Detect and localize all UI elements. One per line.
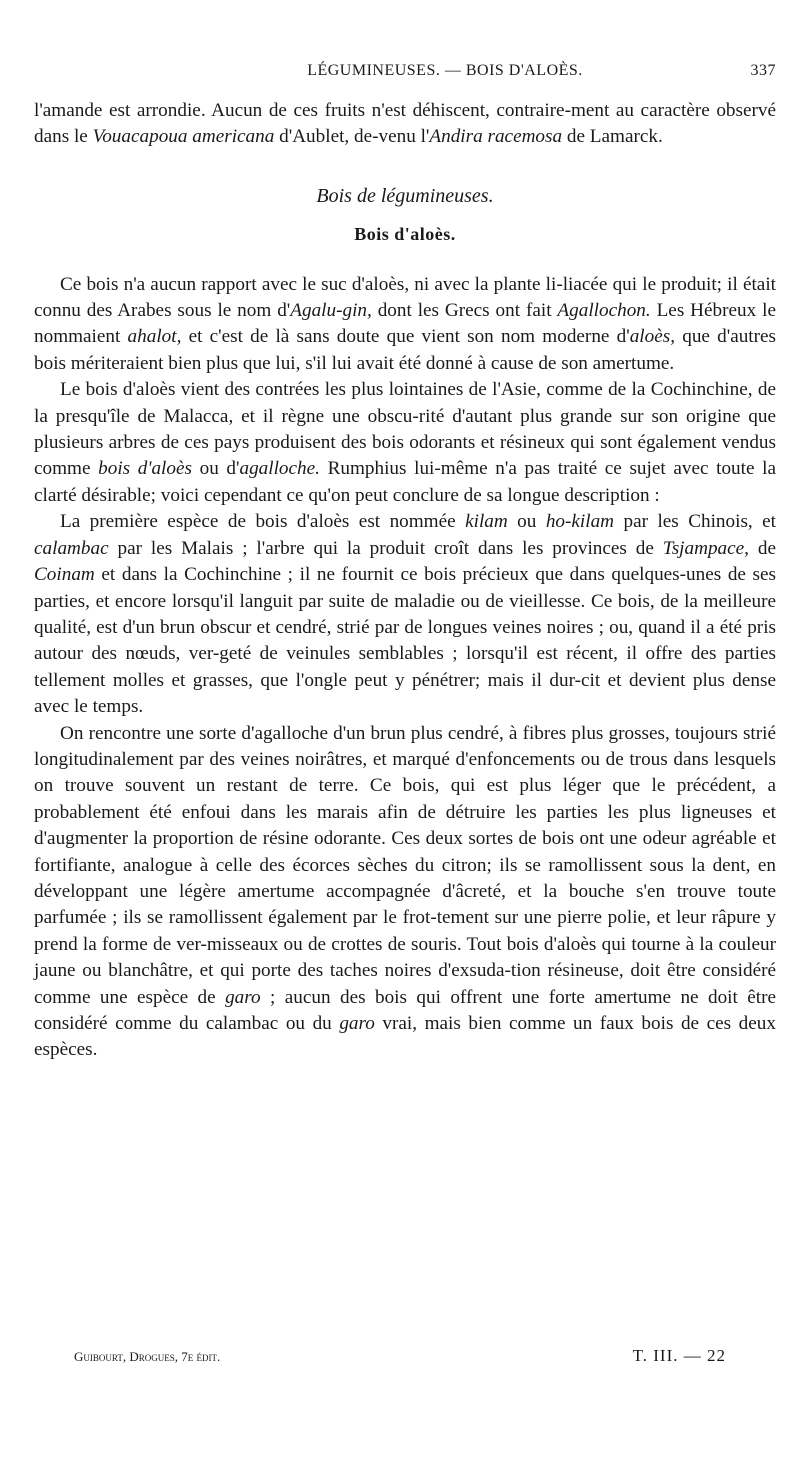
species-name: Andira racemosa xyxy=(429,126,563,148)
italic-term: agalloche. xyxy=(239,458,320,480)
italic-term: Agallochon. xyxy=(557,300,651,322)
body-text xyxy=(34,98,776,1064)
paragraph-2 xyxy=(34,377,776,509)
paragraph-text: Rumphius lui-même n'a pas traité ce sujet avec toute la clarté désirable; voici cependant ce qu'on peut conclure de sa longue description : xyxy=(34,458,776,506)
section-title: Bois de légumineuses. xyxy=(316,184,494,207)
paragraph-text: ou d' xyxy=(191,458,240,480)
paragraph-text: et c'est de là sans doute que vient son nom moderne d' xyxy=(181,326,630,348)
paragraph-text: Ce bois n'a aucun rapport avec le suc d'aloès, ni avec la plante li-liacée qui le produit; il était connu des Arabes sous le nom d' xyxy=(34,273,776,322)
italic-term: aloès, xyxy=(629,326,676,348)
italic-term: garo xyxy=(225,986,261,1008)
paragraph-text: dont les Grecs ont fait xyxy=(371,300,558,322)
subsection-title: Bois d'aloès. xyxy=(354,224,456,245)
paragraph-text: La première espèce de bois d'aloès est nommée xyxy=(60,511,466,533)
italic-term: Tsjampace, xyxy=(662,537,749,559)
paragraph-text: de xyxy=(748,537,776,559)
species-name: Vouacapoua americana xyxy=(92,126,275,148)
paragraph-text: vrai, mais bien comme un faux bois de ces deux espèces. xyxy=(34,1013,776,1061)
intro-text: d'Aublet, de-venu l' xyxy=(274,126,430,148)
italic-term: bois d'aloès xyxy=(98,458,192,480)
paragraph-text: Le bois d'aloès vient des contrées les plus lointaines de l'Asie, comme de la Cochinchine, de la presqu'île de Malacca, et il règne une obscu-rité d'autant plus grande sur son origine que plusieurs arbres de ces pays produisent des bois odorants et résineux qui sont également vendus comme xyxy=(34,379,776,480)
italic-term: calambac xyxy=(34,537,109,559)
italic-term: kilam xyxy=(465,511,508,533)
intro-text: de Lamarck. xyxy=(562,126,663,148)
page-footer xyxy=(74,1346,726,1366)
paragraph-text: que d'autres bois mériteraient bien plus que lui, s'il lui avait été donné à cause de son amertume. xyxy=(34,326,777,374)
footer-signature: Guibourt, Drogues, 7e édit. xyxy=(74,1349,221,1364)
paragraph-4 xyxy=(34,721,776,1064)
italic-term: ho-kilam xyxy=(545,511,615,533)
intro-text: l'amande est arrondie. Aucun de ces fruits n'est déhiscent, contraire-ment au caractère observé dans le xyxy=(34,100,776,148)
paragraph-text: par les Chinois, et xyxy=(614,511,777,533)
italic-term: ahalot, xyxy=(127,326,182,348)
italic-term: Coinam xyxy=(34,564,95,586)
paragraph-1 xyxy=(34,272,776,378)
running-title: LÉGUMINEUSES. — BOIS D'ALOÈS. xyxy=(307,62,583,79)
paragraph-text: ou xyxy=(507,511,546,533)
paragraph-text: et dans la Cochinchine ; il ne fournit ce bois précieux que dans quelques-unes de ses parties, et encore lorsqu'il languit par suite de maladie ou de vieillesse. Ce bois, de la meilleure qualité, est d'un brun obscur et cendré, strié par de longues veines noires ; ou, quand il a été pris autour des nœuds, ver-geté de veinules semblables ; lorsqu'il est récent, il offre des parties tellement molles et grasses, que l'ongle peut y pénétrer; mais il dur-cit et devient plus dense avec le temps. xyxy=(34,564,776,718)
footer-volume-sheet: T. III. — 22 xyxy=(632,1346,726,1365)
italic-term: garo xyxy=(339,1013,375,1034)
page-number: 337 xyxy=(750,62,776,79)
paragraph-text: par les Malais ; l'arbre qui la produit croît dans les provinces de xyxy=(108,537,663,559)
paragraph-text: Les Hébreux le nommaient xyxy=(34,300,776,348)
paragraph-text: On rencontre une sorte d'agalloche d'un brun plus cendré, à fibres plus grosses, toujours strié longitudinalement par des veines noirâtres, et marqué d'enfoncements ou de trous dans lesquels on trouve souvent un restant de terre. Ce bois, qui est plus léger que le précédent, a probablement été enfoui dans les marais afin de détruire les parties les plus ligneuses et d'augmenter la proportion de résine odorante. Ces deux sortes de bois ont une odeur agréable et fortifiante, analogue à celle des écorces sèches du citron; ils se ramollissent sous la dent, en développant une légère amertume accompagnée d'âcreté, et la bouche s'en trouve toute parfumée ; ils se ramollissent également par le frot-tement sur une pierre polie, et leur râpure y prend la forme de ver-misseaux ou de crottes de souris. Tout bois d'aloès qui tourne à la couleur jaune ou blanchâtre, et qui porte des taches noires d'exsuda-tion résineuse, doit être considéré comme une espèce de xyxy=(34,722,776,1008)
intro-paragraph xyxy=(34,98,776,151)
running-head xyxy=(34,62,776,80)
paragraph-text: ; aucun des bois qui offrent une forte amertume ne doit être considéré comme du calambac ou du xyxy=(34,986,777,1034)
italic-term: Agalu-gin, xyxy=(290,300,372,322)
paragraph-3 xyxy=(34,509,776,720)
